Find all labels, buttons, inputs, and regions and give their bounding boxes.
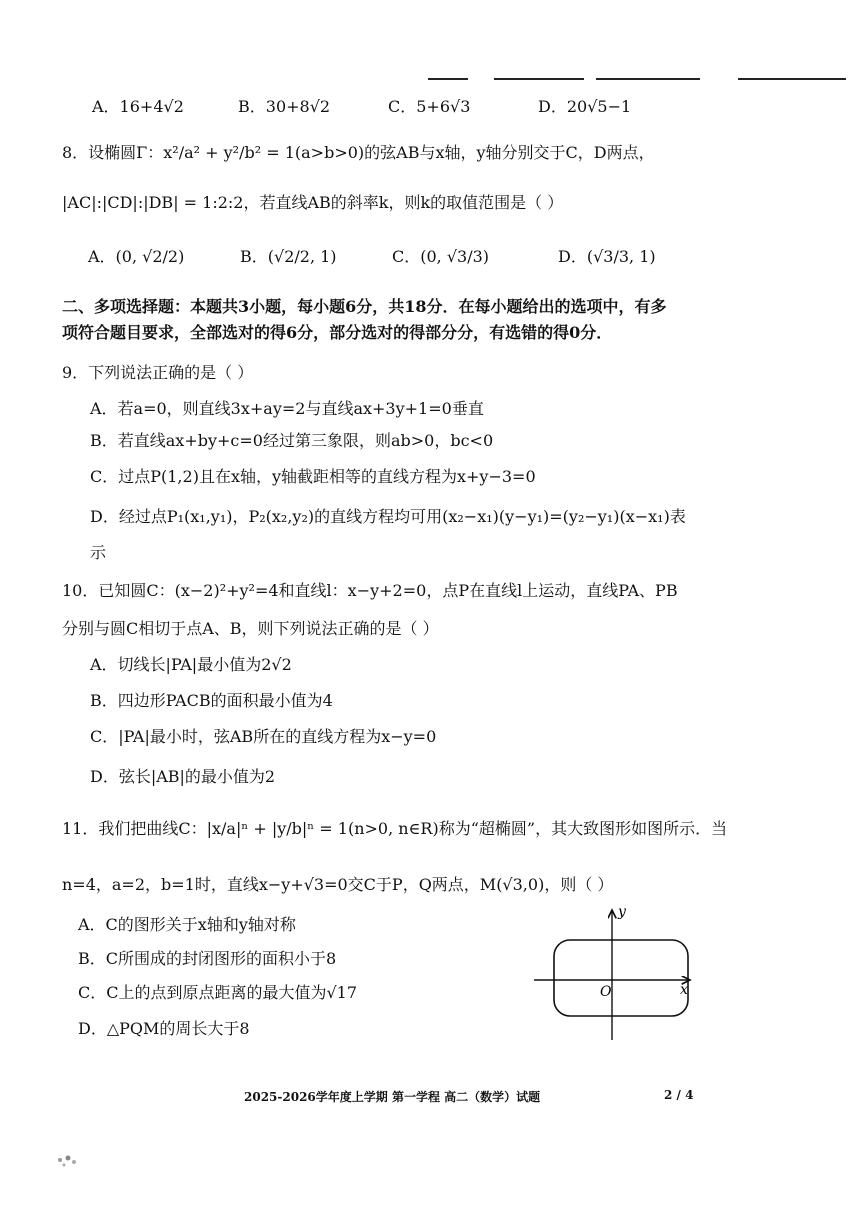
- q8-stem-line2: |AC|:|CD|:|DB| = 1:2:2，若直线AB的斜率k，则k的取值范围是（ ）: [62, 193, 564, 212]
- q10-option-c: C．|PA|最小时，弦AB所在的直线方程为x−y=0: [90, 727, 437, 746]
- y-axis-label: y: [618, 904, 626, 920]
- q10-option-b: B．四边形PACB的面积最小值为4: [90, 691, 333, 710]
- q10-option-d: D．弦长|AB|的最小值为2: [90, 767, 276, 786]
- q8-option-d: D．(√3/3, 1): [558, 247, 656, 266]
- q8-option-a: A．(0, √2/2): [88, 247, 185, 266]
- q7-option-a: A．16+4√2: [92, 97, 184, 116]
- top-rule-1: [428, 78, 468, 80]
- q10-option-a: A．切线长|PA|最小值为2√2: [90, 655, 292, 674]
- super-ellipse-curve: [554, 940, 688, 1016]
- q7-option-d: D．20√5−1: [538, 97, 632, 116]
- q10-stem-line2: 分别与圆C相切于点A、B，则下列说法正确的是（ ）: [62, 619, 439, 638]
- q9-option-d-line2: 示: [90, 543, 107, 562]
- q7-option-b: B．30+8√2: [238, 97, 331, 116]
- super-ellipse-figure: [530, 896, 700, 1044]
- footer-title: 2025-2026学年度上学期 第一学程 高二（数学）试题: [244, 1090, 541, 1104]
- page-number: 2 / 4: [664, 1088, 694, 1102]
- q11-option-d: D．△PQM的周长大于8: [78, 1019, 250, 1038]
- q7-option-c: C．5+6√3: [388, 97, 471, 116]
- q8-option-c: C．(0, √3/3): [392, 247, 490, 266]
- q9-option-c: C．过点P(1,2)且在x轴，y轴截距相等的直线方程为x+y−3=0: [90, 467, 536, 486]
- scan-smudge: [54, 1152, 82, 1170]
- origin-label: O: [600, 984, 612, 1000]
- q9-stem: 9．下列说法正确的是（ ）: [62, 363, 254, 382]
- q11-stem-line1: 11．我们把曲线C：|x/a|ⁿ + |y/b|ⁿ = 1(n>0, n∈R)称为“超椭圆”，其大致图形如图所示．当: [62, 819, 728, 838]
- q11-option-b: B．C所围成的封闭图形的面积小于8: [78, 949, 337, 968]
- q9-option-d-line1: D．经过点P₁(x₁,y₁)，P₂(x₂,y₂)的直线方程均可用(x₂−x₁)(y−y₁)=(y₂−y₁)(x−x₁)表: [90, 507, 686, 526]
- q11-option-a: A．C的图形关于x轴和y轴对称: [78, 915, 296, 934]
- q9-option-a: A．若a=0，则直线3x+ay=2与直线ax+3y+1=0垂直: [90, 399, 484, 418]
- q8-stem-line1: 8．设椭圆Γ：x²/a² + y²/b² = 1(a>b>0)的弦AB与x轴，y轴分别交于C，D两点，: [62, 143, 655, 162]
- top-rule-3: [596, 78, 700, 80]
- q11-option-c: C．C上的点到原点距离的最大值为√17: [78, 983, 358, 1002]
- section2-header-line1: 二、多项选择题：本题共3小题，每小题6分，共18分．在每小题给出的选项中，有多: [62, 297, 667, 316]
- q8-option-b: B．(√2/2, 1): [240, 247, 337, 266]
- top-rule-4: [738, 78, 846, 80]
- top-rule-2: [494, 78, 584, 80]
- x-axis-label: x: [680, 982, 688, 998]
- q10-stem-line1: 10．已知圆C：(x−2)²+y²=4和直线l：x−y+2=0，点P在直线l上运动，直线PA、PB: [62, 581, 678, 600]
- q9-option-b: B．若直线ax+by+c=0经过第三象限，则ab>0，bc<0: [90, 431, 494, 450]
- section2-header-line2: 项符合题目要求，全部选对的得6分，部分选对的得部分分，有选错的得0分．: [62, 323, 613, 342]
- q11-stem-line2: n=4，a=2，b=1时，直线x−y+√3=0交C于P，Q两点，M(√3,0)，则（ ）: [62, 875, 614, 894]
